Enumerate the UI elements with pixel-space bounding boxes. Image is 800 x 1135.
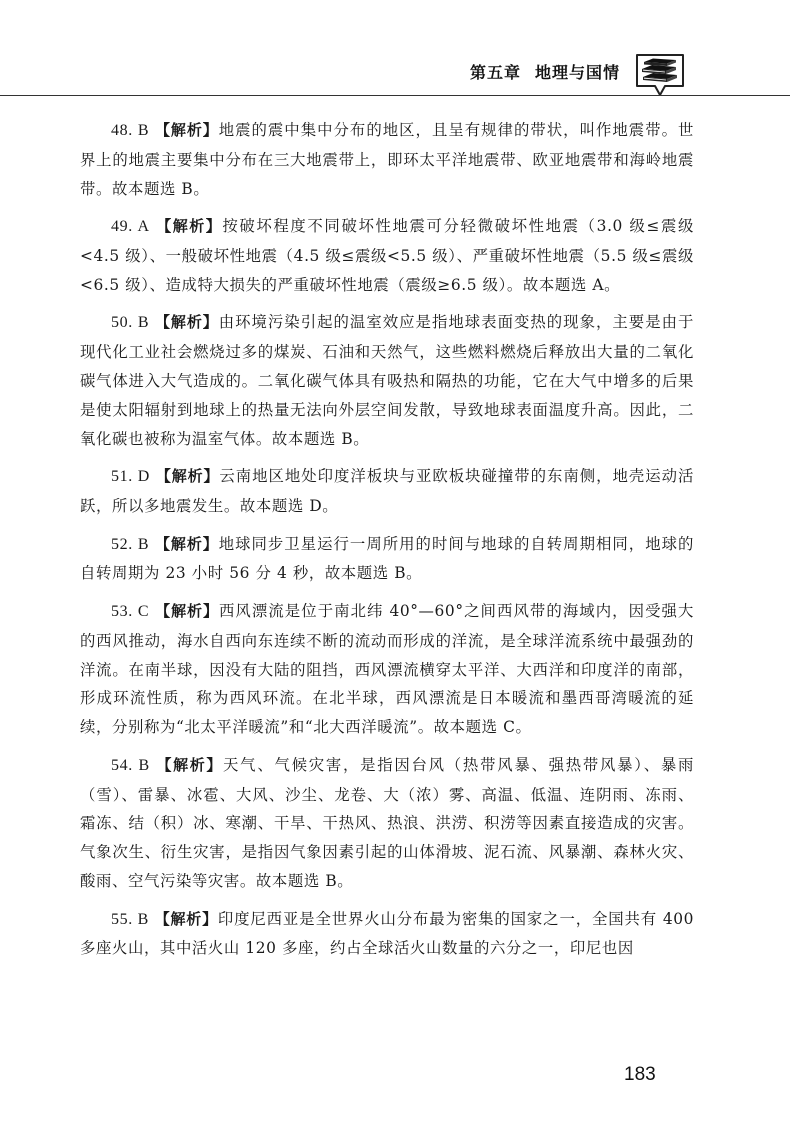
answer-explanations: [80, 116, 694, 972]
book-stack-icon: [634, 52, 686, 98]
question-number: 49. A: [111, 218, 150, 236]
question-number: 52. B: [111, 535, 150, 553]
analysis-tag: 【解析】: [155, 121, 219, 139]
analysis-tag: 【解析】: [155, 601, 219, 620]
chapter-header: [470, 60, 620, 83]
analysis-tag: 【解析】: [155, 467, 220, 486]
page-number: 183: [624, 1064, 656, 1085]
analysis-tag: 【解析】: [154, 909, 218, 928]
chapter-title: 地理与国情: [535, 63, 621, 82]
analysis-tag: 【解析】: [155, 534, 219, 553]
paragraph-54: [80, 751, 694, 896]
analysis-tag: 【解析】: [156, 755, 224, 774]
paragraph-text: 云南地区地处印度洋板块与亚欧板块碰撞带的东南侧，地壳运动活跃，所以多地震发生。故本题选 D。: [80, 467, 694, 515]
paragraph-text: 地震的震中集中分布的地区，且呈有规律的带状，叫作地震带。世界上的地震主要集中分布在三大地震带上，即环太平洋地震带、欧亚地震带和海岭地震带。故本题选 B。: [80, 121, 695, 198]
paragraph-52: [80, 530, 694, 589]
header-rule: [0, 95, 790, 96]
chapter-number: 第五章: [470, 63, 522, 82]
question-number: 54. B: [111, 756, 150, 774]
paragraph-51: [80, 462, 694, 521]
paragraph-48: [80, 116, 694, 203]
paragraph-text: 由环境污染引起的温室效应是指地球表面变热的现象，主要是由于现代化工业社会燃烧过多的煤炭、石油和天然气，这些燃料燃烧后释放出大量的二氧化碳气体进入大气造成的。二氧化碳气体具有吸热和隔热的功能，它在大气中增多的后果是使太阳辐射到地球上的热量无法向外层空间发散，导致地球表面温度升高。因此，二氧化碳也被称为温室气体。故本题选 B。: [80, 313, 695, 448]
paragraph-text: 地球同步卫星运行一周所用的时间与地球的自转周期相同，地球的自转周期为 23 小时 56 分 4 秒，故本题选 B。: [80, 534, 695, 583]
analysis-tag: 【解析】: [155, 313, 219, 332]
paragraph-55: [80, 905, 694, 964]
paragraph-text: 印度尼西亚是全世界火山分布最为密集的国家之一，全国共有 400 多座火山，其中活火山 120 多座，约占全球活火山数量的六分之一，印尼也因: [80, 909, 694, 958]
paragraph-text: 天气、气候灾害，是指因台风（热带风暴、强热带风暴）、暴雨（雪）、雷暴、冰雹、大风、沙尘、龙卷、大（浓）雾、高温、低温、连阴雨、冻雨、霜冻、结（积）冰、寒潮、干旱、干热风、热浪、洪涝、积涝等因素直接造成的灾害。气象次生、衍生灾害，是指因气象因素引起的山体滑坡、泥石流、风暴潮、森林火灾、酸雨、空气污染等灾害。故本题选 B。: [80, 755, 694, 890]
question-number: 50. B: [111, 314, 150, 332]
question-number: 55. B: [111, 910, 149, 928]
question-number: 51. D: [111, 468, 150, 486]
paragraph-49: [80, 212, 694, 299]
paragraph-50: [80, 308, 694, 453]
paragraph-text: 西风漂流是位于南北纬 40°—60°之间西风带的海域内，因受强大的西风推动，海水自西向东连续不断的流动而形成的洋流，是全球洋流系统中最强劲的洋流。在南半球，因没有大陆的阻挡，西风漂流横穿太平洋、大西洋和印度洋的南部，形成环流性质，称为西风环流。在北半球，西风漂流是日本暖流和墨西哥湾暖流的延续，分别称为“北太平洋暖流”和“北大西洋暖流”。故本题选 C。: [80, 601, 694, 737]
paragraph-53: [80, 597, 694, 742]
paragraph-text: 按破坏程度不同破坏性地震可分轻微破坏性地震（3.0 级≤震级<4.5 级）、一般破坏性地震（4.5 级≤震级<5.5 级）、严重破坏性地震（5.5 级≤震级<6.5 级）、造成特大损失的严重破坏性地震（震级≥6.5 级）。故本题选 A。: [80, 217, 695, 294]
analysis-tag: 【解析】: [156, 217, 223, 236]
question-number: 48. B: [111, 122, 150, 139]
question-number: 53. C: [111, 602, 150, 620]
